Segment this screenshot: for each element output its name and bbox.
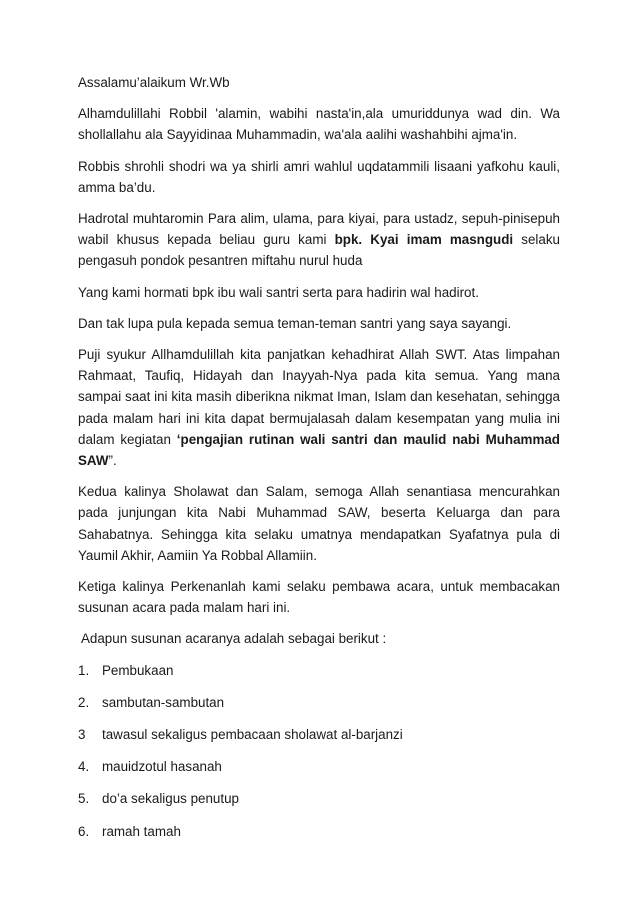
- paragraph-puji-syukur: [78, 344, 560, 471]
- list-item: [78, 756, 560, 777]
- list-number: 4.: [78, 759, 90, 775]
- paragraph-sholawat: Kedua kalinya Sholawat dan Salam, semoga Allah senantiasa mencurahkan pada junjungan kita Nabi Muhammad SAW, beserta Keluarga dan para Sahabatnya. Sehingga kita selaku umatnya mendapatkan Syafatnya pula di Yaumil Akhir, Aamiin Ya Robbal Allamiin.: [78, 484, 560, 563]
- list-item: [78, 788, 560, 809]
- paragraph-ketiga: Ketiga kalinya Perkenanlah kami selaku pembawa acara, untuk membacakan susunan acara pada malam hari ini.: [78, 579, 560, 616]
- list-number: 6.: [78, 823, 90, 839]
- greeting-line: Assalamu’alaikum Wr.Wb: [78, 75, 230, 90]
- list-text: mauidzotul hasanah: [102, 759, 222, 775]
- list-text: ramah tamah: [102, 823, 181, 839]
- list-number: 1.: [78, 662, 90, 678]
- guru-name: bpk. Kyai imam masngudi: [334, 232, 514, 248]
- list-item: [78, 724, 560, 745]
- list-item: [78, 660, 560, 681]
- list-text: sambutan-sambutan: [102, 694, 225, 710]
- list-text: do’a sekaligus penutup: [102, 791, 239, 807]
- paragraph-puji-syukur-text: Puji syukur Allhamdulillah kita panjatkan kehadhirat Allah SWT. Atas limpahan Rahmaat, Taufiq, Hidayah dan Inayyah-Nya pada kita semua. Yang mana sampai saat ini kita masih diberikna nikmat Iman, Islam dan kesehatan, sehingga pada malam hari ini kita dapat bermujalasah dalam kesempatan yang mulia ini dalam kegiatan: [78, 347, 560, 447]
- list-text: tawasul sekaligus pembacaan sholawat al-barjanzi: [102, 727, 403, 743]
- agenda-list: [78, 660, 560, 842]
- paragraph-puji-syukur-tail: ”.: [108, 453, 117, 469]
- paragraph-hadrotal: [78, 208, 560, 272]
- list-text: Pembukaan: [102, 662, 174, 678]
- paragraph-susunan-intro: Adapun susunan acaranya adalah sebagai berikut :: [78, 631, 387, 647]
- paragraph-doa: Robbis shrohli shodri wa ya shirli amri wahlul uqdatammili lisaani yafkohu kauli, amma ba’du.: [78, 158, 560, 195]
- list-number: 2.: [78, 694, 90, 710]
- list-number: 3: [78, 727, 86, 743]
- paragraph-hadrotal-text: Hadrotal muhtaromin Para alim, ulama, para kiyai, para ustadz, sepuh-pinisepuh wabil khusus kepada beliau guru kami: [78, 211, 560, 248]
- paragraph-hamdalah: Alhamdulillahi Robbil 'alamin, wabihi nasta'in,ala umuriddunya wad din. Wa shollallahu ala Sayyidinaa Muhammadin, wa'ala aalihi washahbihi ajma'in.: [78, 106, 560, 143]
- list-item: [78, 821, 560, 842]
- event-name: ‘pengajian rutinan wali santri dan maulid nabi Muhammad SAW: [78, 431, 560, 469]
- paragraph-wali-santri: Yang kami hormati bpk ibu wali santri serta para hadirin wal hadirot.: [78, 284, 479, 300]
- paragraph-teman: Dan tak lupa pula kepada semua teman-teman santri yang saya sayangi.: [78, 315, 512, 331]
- list-item: [78, 692, 560, 713]
- paragraph-hadrotal-tail: selaku pengasuh pondok pesantren miftahu nurul huda: [78, 232, 560, 269]
- list-number: 5.: [78, 791, 90, 807]
